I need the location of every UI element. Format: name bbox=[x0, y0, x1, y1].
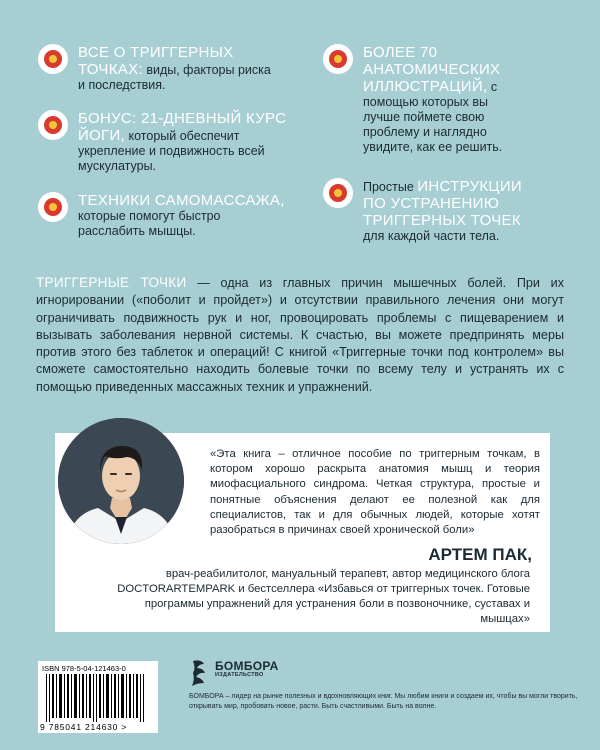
feature-prefix: Простые bbox=[363, 180, 418, 194]
feature-item bbox=[38, 110, 288, 174]
feature-description: который обеспечит укрепление и подвижность всей мускулатуры. bbox=[78, 129, 265, 173]
feature-text bbox=[78, 192, 288, 239]
feature-description: с помощью которых вы лучше поймете свою проблему и наглядно увидите, как ее решить. bbox=[363, 80, 503, 154]
feature-item bbox=[323, 178, 528, 244]
target-bullet-icon bbox=[38, 110, 68, 140]
feature-text bbox=[363, 44, 518, 155]
target-bullet-icon bbox=[38, 192, 68, 222]
intro-paragraph bbox=[36, 274, 564, 396]
target-bullet-icon bbox=[323, 178, 353, 208]
publisher-text: БОМБОРА – лидер на рынке полезных и вдохновляющих книг. Мы любим книги и создаем их, чтобы вы могли творить, открывать мир, пробовать новое, расти. Быть счастливыми. Быть на волне. bbox=[189, 693, 578, 710]
barcode bbox=[38, 661, 158, 733]
feature-item bbox=[323, 44, 518, 155]
feature-description: для каждой части тела. bbox=[363, 229, 500, 243]
publisher-name: БОМБОРА bbox=[215, 659, 279, 673]
feature-description: которые помогут быстро расслабить мышцы. bbox=[78, 209, 221, 238]
author-photo bbox=[58, 418, 184, 544]
publisher-subtitle: ИЗДАТЕЛЬСТВО bbox=[215, 672, 264, 678]
feature-highlight: БОНУС: 21-ДНЕВНЫЙ КУРС ЙОГИ, bbox=[78, 110, 287, 144]
feature-highlight: БОЛЕЕ 70 АНАТОМИЧЕСКИХ ИЛЛЮСТРАЦИЙ, bbox=[363, 44, 501, 95]
isbn-label: ISBN 978-5-04-121463-0 bbox=[42, 664, 126, 673]
feature-description: виды, факторы риска и последствия. bbox=[78, 63, 271, 92]
target-bullet-icon bbox=[38, 44, 68, 74]
feature-highlight: ИНСТРУКЦИИ ПО УСТРАНЕНИЮ ТРИГГЕРНЫХ ТОЧЕК bbox=[363, 178, 522, 229]
feature-item bbox=[38, 192, 288, 239]
feature-text bbox=[78, 44, 278, 93]
author-bio: врач-реабилитолог, мануальный терапевт, автор медицинского блога DOCTORARTEMPARK и бестселлера «Избавься от триггерных точек. Готовые программы упражнений для устранения боли в позвоночнике, суставах и мышцах» bbox=[117, 568, 530, 625]
target-bullet-icon bbox=[323, 44, 353, 74]
feature-text bbox=[78, 110, 288, 174]
quote-text: «Эта книга – отличное пособие по триггерным точкам, в котором хорошо раскрыта анатомия мышц и теория миофасциального синдрома. Четкая структура, простые и понятные объяснения делают ее полезной как для специалистов, так и для обычных людей, которые хотят разобраться в причинах своей хронической боли» bbox=[210, 448, 540, 537]
author-name: АРТЕМ ПАК, bbox=[428, 545, 532, 564]
intro-text: — одна из главных причин мышечных болей. При их игнорировании («поболит и пройдет») и отсутствии правильного лечения они могут ограничивать подвижность рук и ног, провоцировать проблемы с пищеварением и вызывать заболевания нервной системы. К счастью, вы можете предпринять меры против этого без таблеток и операций! С книгой «Триггерные точки под контролем» вы сможете самостоятельно находить болевые точки по всему телу и устранять их с помощью приведенных массажных техник и упражнений. bbox=[36, 276, 565, 394]
feature-text bbox=[363, 178, 528, 244]
intro-highlight: ТРИГГЕРНЫЕ ТОЧКИ bbox=[36, 275, 187, 290]
barcode-bars bbox=[44, 674, 152, 722]
feature-highlight: ТЕХНИКИ САМОМАССАЖА, bbox=[78, 192, 285, 209]
barcode-digits: 9 785041 214630 > bbox=[40, 722, 128, 732]
publisher-logo-icon bbox=[189, 659, 211, 687]
feature-highlight: ВСЕ О ТРИГГЕРНЫХ ТОЧКАХ: bbox=[78, 44, 234, 78]
feature-item bbox=[38, 44, 278, 93]
